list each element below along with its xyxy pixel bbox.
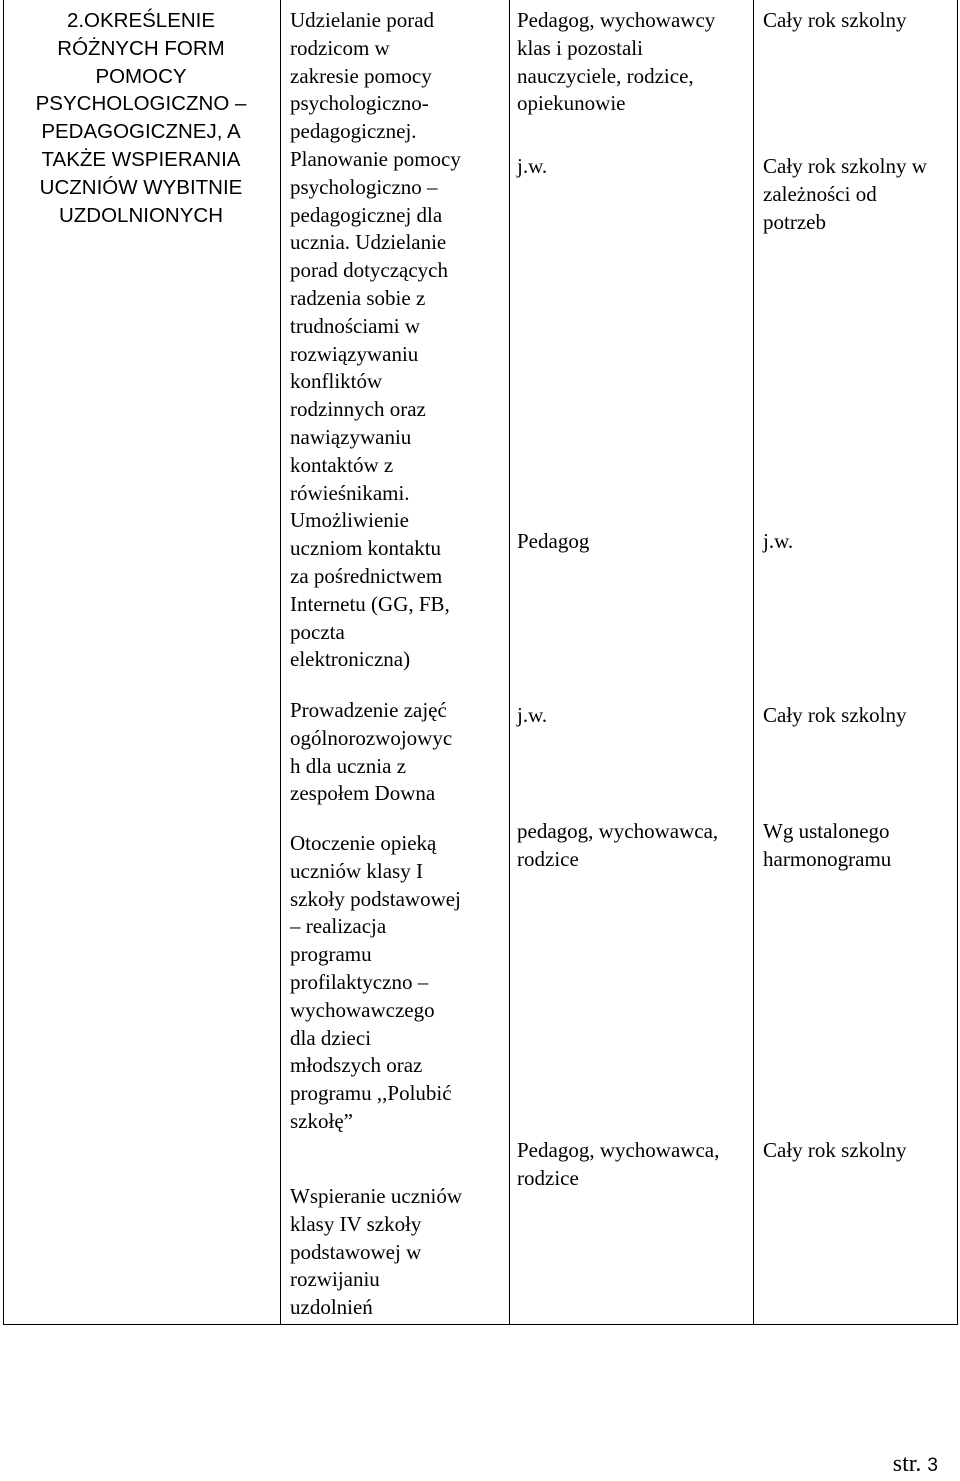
deadline-cell: Cały rok szkolny xyxy=(763,8,907,32)
responsible-cell: j.w. xyxy=(517,703,548,727)
page-label: str. xyxy=(892,1451,922,1477)
page-number xyxy=(893,1449,938,1481)
deadline-cell: Cały rok szkolny xyxy=(763,1138,907,1162)
activity-cell: Prowadzenie zajęć ogólnorozwojowyc h dla ucznia z zespołem Downa xyxy=(290,698,453,806)
responsible-cell: Pedagog, wychowawca, rodzice xyxy=(517,1138,720,1190)
section-heading: 2.OKREŚLENIE RÓŻNYCH FORM POMOCY PSYCHOLOGICZNO – PEDAGOGICZNEJ, A TAKŻE WSPIERANIA UCZNIÓW WYBITNIE UZDOLNIONYCH xyxy=(35,9,247,227)
activity-cell: Otoczenie opieką uczniów klasy I szkoły podstawowej – realizacja programu profilaktyczno – wychowawczego dla dzieci młodszych oraz programu ,,Polubić szkołę” xyxy=(290,831,461,1133)
page-number-value: 3 xyxy=(927,1455,938,1476)
deadline-cell: Cały rok szkolny w zależności od potrzeb xyxy=(763,154,927,234)
activity-cell: Wspieranie uczniów klasy IV szkoły podstawowej w rozwijaniu uzdolnień xyxy=(290,1184,463,1320)
deadline-cell: Wg ustalonego harmonogramu xyxy=(763,819,892,871)
column-divider-1 xyxy=(280,0,281,1325)
responsible-cell: pedagog, wychowawca, rodzice xyxy=(517,819,719,871)
column-divider-3 xyxy=(753,0,754,1325)
activity-cell: Udzielanie porad rodzicom w zakresie pomocy psychologiczno- pedagogicznej. Planowanie pomocy psychologiczno – pedagogicznej dla ucznia. Udzielanie porad dotyczących radzenia sobie z trudnościami w rozwiązywaniu konfliktów rodzinnych oraz nawiązywaniu kontaktów z rówieśnikami. Umożliwienie uczniom kontaktu za pośrednictwem Internetu (GG, FB, poczta elektroniczna) xyxy=(290,8,461,672)
responsible-cell: j.w. xyxy=(517,154,548,178)
deadline-cell: j.w. xyxy=(763,529,794,553)
deadline-cell: Cały rok szkolny xyxy=(763,703,907,727)
responsible-cell: Pedagog, wychowawcy klas i pozostali nauczyciele, rodzice, opiekunowie xyxy=(517,8,716,116)
responsible-cell: Pedagog xyxy=(517,529,590,553)
